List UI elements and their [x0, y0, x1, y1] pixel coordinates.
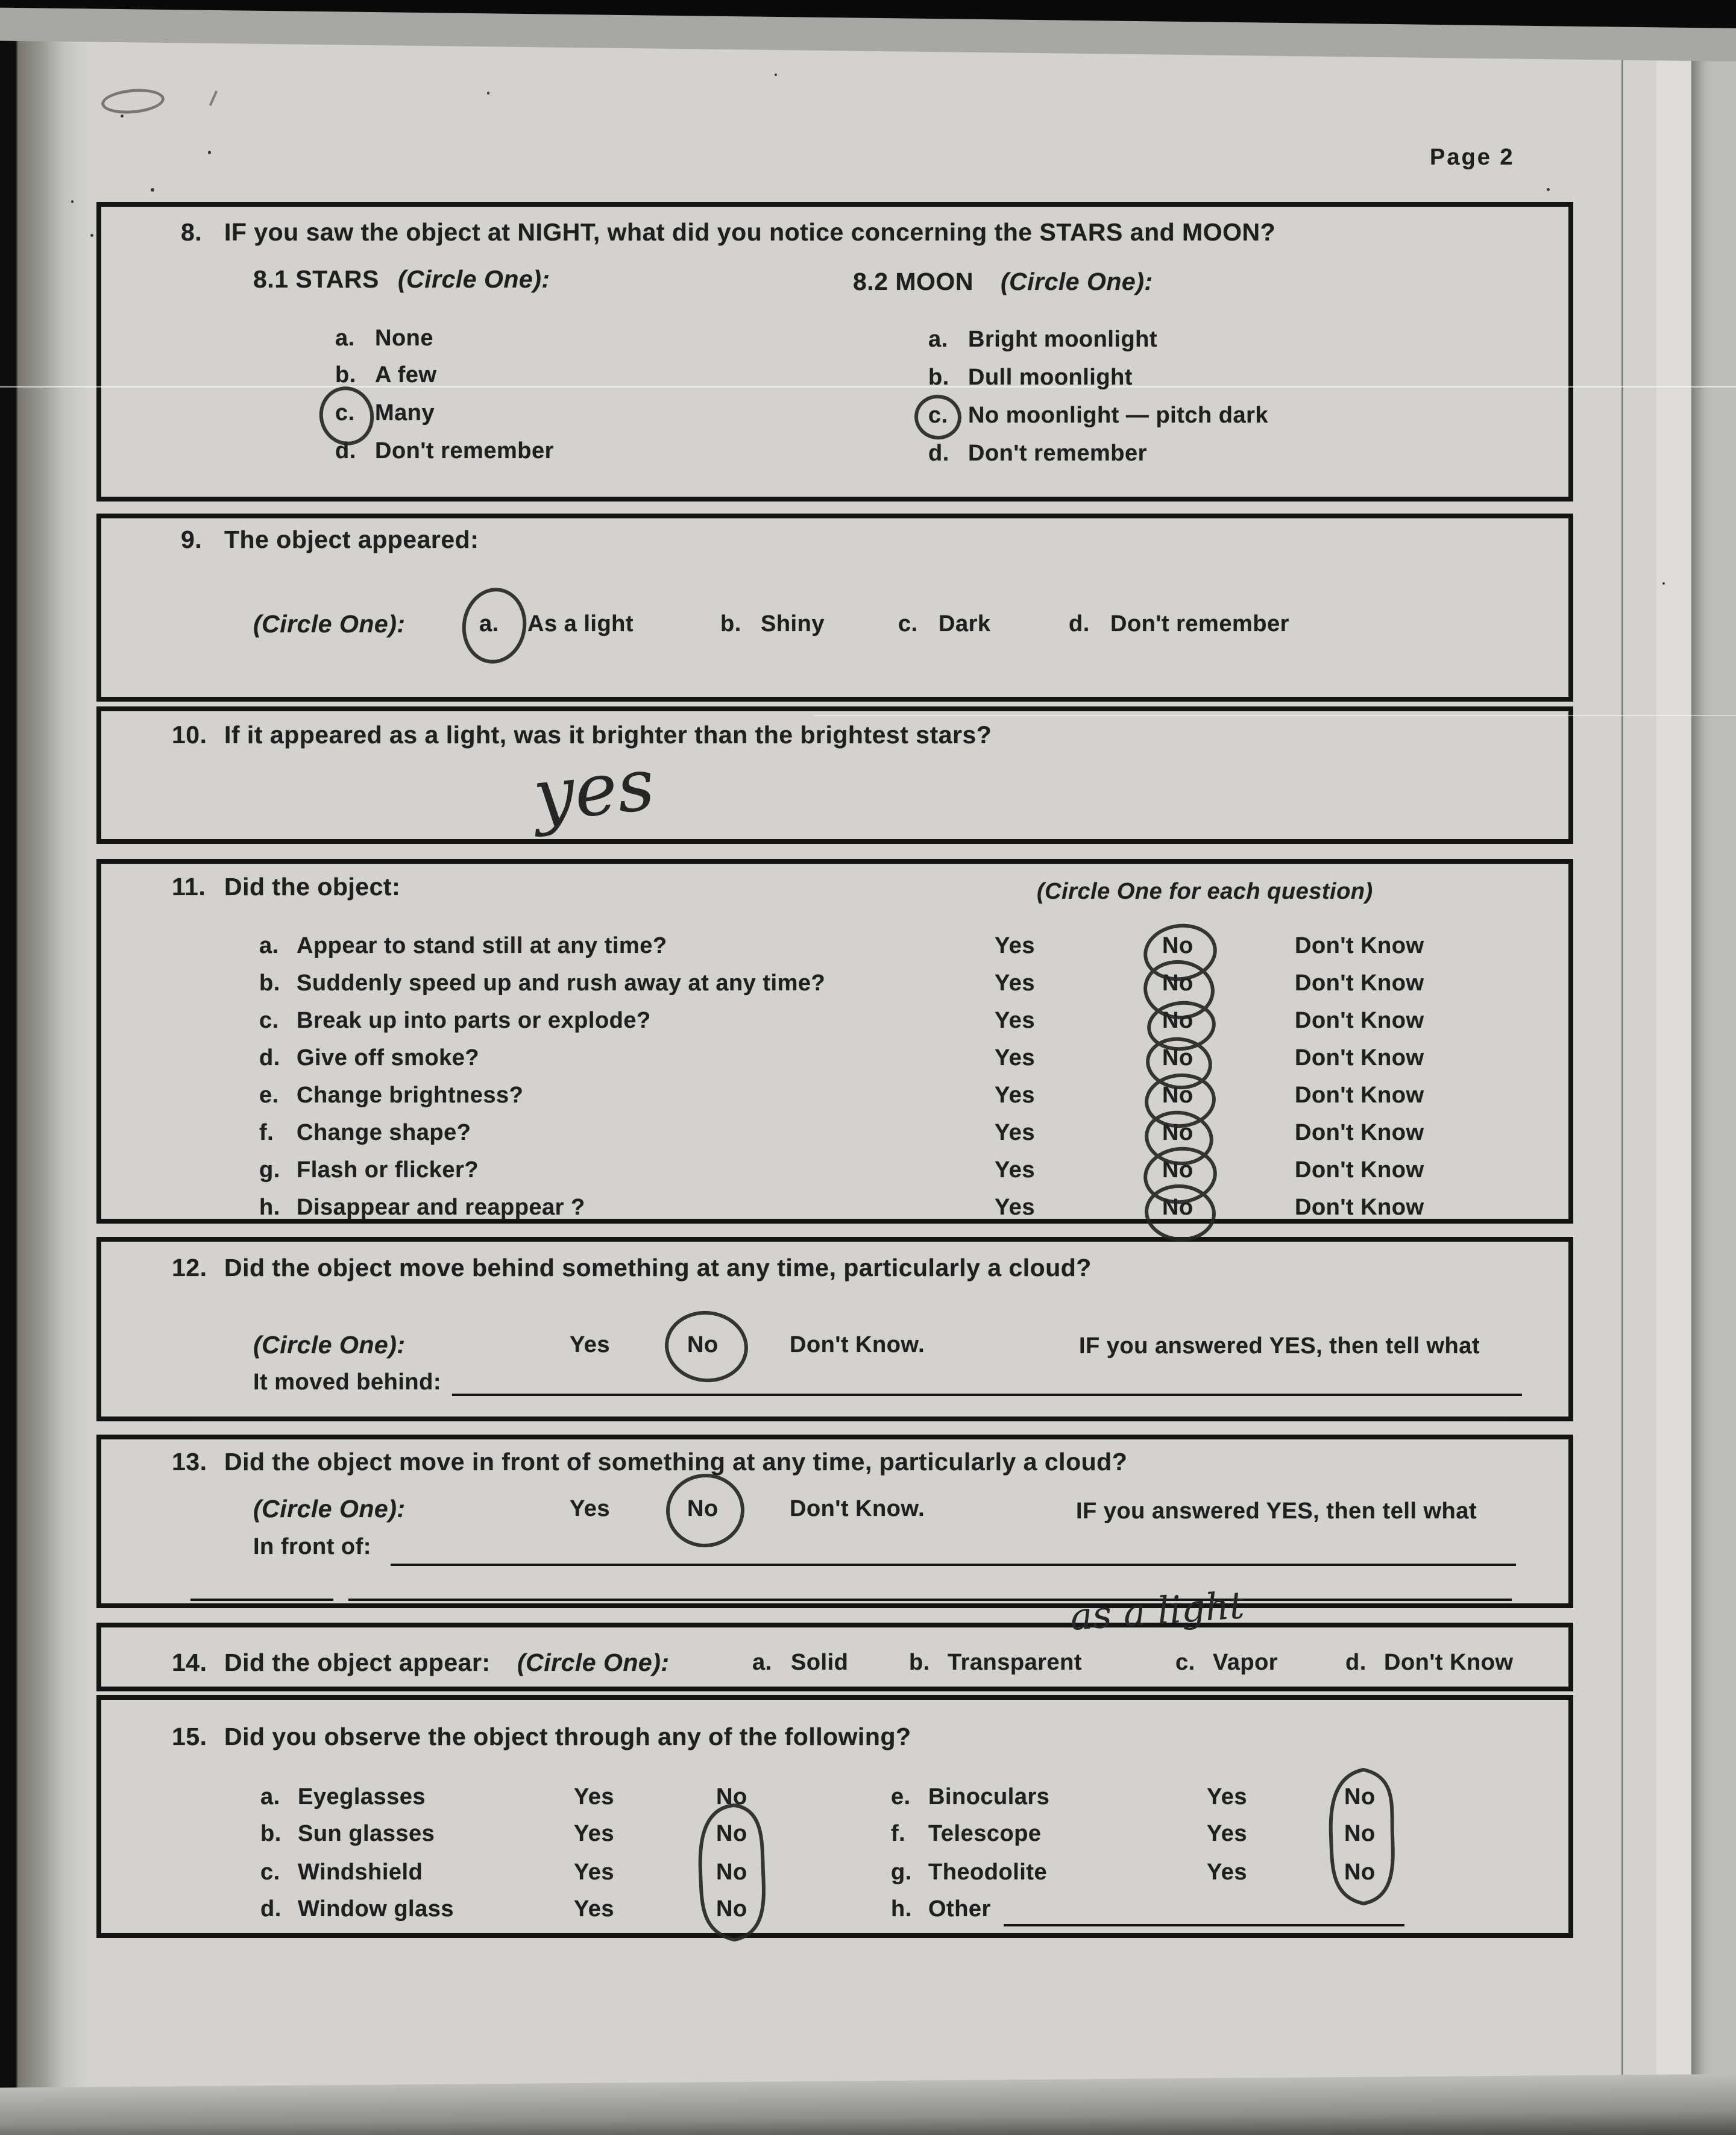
q15-item-label: Binoculars	[928, 1784, 1050, 1810]
q8-moon-option-letter: b.	[928, 365, 949, 390]
q11-item-label: Disappear and reappear ?	[297, 1195, 585, 1220]
q14-text: Did the object appear:	[224, 1649, 491, 1676]
q11-item-no: No	[1162, 1120, 1194, 1145]
q15-text: Did you observe the object through any of the following?	[224, 1723, 911, 1750]
q8-moon-option-letter: a.	[928, 327, 948, 352]
q11-item-label: Appear to stand still at any time?	[297, 933, 667, 958]
q13-dont-know: Don't Know.	[790, 1496, 925, 1521]
q15-item-letter: b.	[260, 1821, 281, 1846]
q14-option-label: Solid	[791, 1650, 849, 1675]
q11-number: 11.	[172, 873, 206, 901]
q14-option-letter: d.	[1345, 1650, 1366, 1675]
q11-item-letter: g.	[259, 1157, 280, 1183]
q11-item-yes: Yes	[995, 1157, 1036, 1183]
paper-fold-shadow	[1691, 0, 1736, 2135]
q14-option-letter: c.	[1175, 1650, 1195, 1675]
scan-speck	[775, 74, 777, 76]
q11-item-dont-know: Don't Know	[1295, 970, 1424, 996]
q8-stars-option-letter: c.	[335, 400, 355, 426]
q15-item-label: Other	[928, 1896, 991, 1922]
q13-yes: Yes	[570, 1496, 611, 1521]
q11-item-dont-know: Don't Know	[1295, 1120, 1424, 1145]
q9-option-letter: b.	[720, 611, 741, 637]
q8-moon-option-letter: c.	[928, 403, 948, 428]
scan-edge-bottom	[0, 2074, 1736, 2135]
q13-number: 13.	[172, 1448, 207, 1476]
q9-option-label: As a light	[527, 611, 634, 637]
q13-answer-blank2	[348, 1599, 1512, 1601]
q11-item-dont-know: Don't Know	[1295, 933, 1424, 958]
q15-item-label: Window glass	[298, 1896, 454, 1922]
q8-moon-option-label: Don't remember	[968, 441, 1147, 466]
q15-item-yes: Yes	[574, 1784, 615, 1810]
q15-item-no: No	[1344, 1821, 1376, 1846]
q15-item-letter: f.	[891, 1821, 906, 1846]
q12-text: Did the object move behind something at any time, particularly a cloud?	[224, 1254, 1092, 1281]
q15-number: 15.	[172, 1723, 207, 1750]
q14-number: 14.	[172, 1649, 207, 1676]
q9-option-label: Dark	[939, 611, 991, 637]
q8-stars-option-letter: d.	[335, 438, 356, 464]
q11-item-label: Change shape?	[297, 1120, 471, 1145]
q14-circle-note: (Circle One):	[517, 1649, 670, 1676]
q11-item-dont-know: Don't Know	[1295, 1045, 1424, 1071]
q12-no: No	[687, 1332, 719, 1357]
q15-item-letter: h.	[891, 1896, 912, 1922]
q12-dont-know: Don't Know.	[790, 1332, 925, 1357]
q8-number: 8.	[181, 218, 203, 246]
q10-number: 10.	[172, 721, 207, 749]
q14-handwritten-answer: as a light	[1068, 1582, 1246, 1640]
q9-option-letter: a.	[479, 611, 499, 637]
q15-item-no: No	[716, 1860, 747, 1885]
q14-option-letter: a.	[752, 1650, 772, 1675]
q8-moon-option-letter: d.	[928, 441, 949, 466]
q8-moon-heading: 8.2 MOON	[853, 268, 973, 295]
q8-stars-option-letter: b.	[335, 362, 356, 388]
q11-item-yes: Yes	[995, 970, 1036, 996]
q13-circle-note: (Circle One):	[253, 1495, 406, 1523]
q14-option-label: Don't Know	[1384, 1650, 1514, 1675]
q15-item-no: No	[716, 1896, 747, 1922]
q13-text: Did the object move in front of something at any time, particularly a cloud?	[224, 1448, 1128, 1476]
q11-item-letter: h.	[259, 1195, 280, 1220]
q11-item-yes: Yes	[995, 1083, 1036, 1108]
q15-item-no: No	[716, 1821, 747, 1846]
page-number-label: Page 2	[1430, 145, 1515, 170]
q11-item-yes: Yes	[995, 933, 1036, 958]
q12-circle-note: (Circle One):	[253, 1331, 406, 1359]
q13-answer-blank	[391, 1564, 1516, 1566]
scan-speck	[1662, 582, 1665, 585]
q9-option-label: Shiny	[761, 611, 825, 637]
q15-item-letter: e.	[891, 1784, 911, 1810]
scan-speck	[71, 200, 74, 203]
q13-no: No	[687, 1496, 719, 1521]
q11-item-no: No	[1162, 970, 1194, 996]
q8-moon-option-label: No moonlight — pitch dark	[968, 403, 1269, 428]
q15-item-yes: Yes	[574, 1860, 615, 1885]
scan-streak	[0, 386, 1736, 388]
q13-followup2: In front of:	[253, 1534, 371, 1559]
scan-speck	[208, 151, 211, 154]
q15-item-letter: c.	[260, 1860, 280, 1885]
pen-tick-mark	[209, 90, 218, 105]
q12-answer-blank	[452, 1394, 1522, 1396]
q8-stars-option-label: A few	[375, 362, 437, 388]
q15-item-label: Windshield	[298, 1860, 423, 1885]
scan-speck	[1547, 188, 1550, 191]
q15-item-no: No	[716, 1784, 747, 1810]
q11-item-no: No	[1162, 1045, 1194, 1071]
scan-speck	[487, 92, 489, 95]
q12-yes: Yes	[570, 1332, 611, 1357]
q9-option-letter: c.	[898, 611, 918, 637]
q15-item-yes: Yes	[574, 1896, 615, 1922]
q11-item-no: No	[1162, 1008, 1194, 1033]
paper-right-margin	[1656, 0, 1693, 2135]
q15-item-letter: a.	[260, 1784, 280, 1810]
q11-item-yes: Yes	[995, 1195, 1036, 1220]
scan-speck	[121, 115, 124, 118]
q15-item-no: No	[1344, 1784, 1376, 1810]
q12-followup: IF you answered YES, then tell what	[1079, 1333, 1480, 1359]
q11-item-label: Break up into parts or explode?	[297, 1008, 651, 1033]
q11-item-no: No	[1162, 1157, 1194, 1183]
q8-moon-circle-note: (Circle One):	[1001, 268, 1153, 295]
q11-item-no: No	[1162, 1083, 1194, 1108]
q14-option-label: Transparent	[948, 1650, 1083, 1675]
q11-item-no: No	[1162, 1195, 1194, 1220]
q8-stars-option-label: Don't remember	[375, 438, 554, 464]
q8-moon-option-label: Dull moonlight	[968, 365, 1133, 390]
q13-followup: IF you answered YES, then tell what	[1076, 1498, 1477, 1524]
q15-item-yes: Yes	[574, 1821, 615, 1846]
q14-option-letter: b.	[909, 1650, 930, 1675]
q11-item-yes: Yes	[995, 1008, 1036, 1033]
q11-item-no: No	[1162, 933, 1194, 958]
q11-item-dont-know: Don't Know	[1295, 1157, 1424, 1183]
q11-item-letter: e.	[259, 1083, 279, 1108]
scan-speck	[90, 234, 93, 237]
q15-item-letter: g.	[891, 1860, 912, 1885]
q12-number: 12.	[172, 1254, 207, 1281]
q9-number: 9.	[181, 526, 203, 553]
scan-streak	[814, 715, 1736, 716]
q9-option-letter: d.	[1069, 611, 1090, 637]
q11-item-yes: Yes	[995, 1120, 1036, 1145]
q15-other-blank	[1004, 1924, 1404, 1926]
section8-box	[96, 202, 1573, 502]
q14-option-label: Vapor	[1213, 1650, 1278, 1675]
q9-option-label: Don't remember	[1110, 611, 1289, 637]
q11-item-label: Give off smoke?	[297, 1045, 480, 1071]
q15-item-label: Theodolite	[928, 1860, 1048, 1885]
q11-item-dont-know: Don't Know	[1295, 1008, 1424, 1033]
q10-text: If it appeared as a light, was it brighter than the brightest stars?	[224, 721, 992, 749]
q11-item-letter: b.	[259, 970, 280, 996]
q12-followup2: It moved behind:	[253, 1369, 441, 1395]
q11-item-yes: Yes	[995, 1045, 1036, 1071]
q15-item-label: Telescope	[928, 1821, 1042, 1846]
q10-handwritten-answer: yes	[529, 742, 659, 839]
q15-item-yes: Yes	[1207, 1784, 1248, 1810]
q15-item-label: Sun glasses	[298, 1821, 435, 1846]
q11-item-dont-know: Don't Know	[1295, 1195, 1424, 1220]
q11-item-label: Change brightness?	[297, 1083, 524, 1108]
q11-item-letter: a.	[259, 933, 279, 958]
q8-stars-option-label: Many	[375, 400, 435, 426]
q8-stars-circle-note: (Circle One):	[398, 265, 550, 293]
scan-speck	[151, 188, 154, 192]
q11-text: Did the object:	[224, 873, 401, 901]
q8-stars-option-letter: a.	[335, 325, 355, 351]
q8-moon-option-label: Bright moonlight	[968, 327, 1158, 352]
q11-item-letter: d.	[259, 1045, 280, 1071]
q8-stars-heading: 8.1 STARS	[253, 265, 379, 293]
q11-item-label: Suddenly speed up and rush away at any time?	[297, 970, 826, 996]
q9-text: The object appeared:	[224, 526, 479, 553]
q13-answer-blank2	[190, 1599, 333, 1601]
scan-edge-left	[0, 0, 90, 2135]
q11-item-letter: c.	[259, 1008, 279, 1033]
q11-item-letter: f.	[259, 1120, 274, 1145]
scan-crease-line	[1621, 33, 1623, 2077]
pen-scribble-mark	[100, 87, 165, 116]
q12-answer-blank2	[190, 1417, 1512, 1419]
q15-item-letter: d.	[260, 1896, 281, 1922]
q15-item-yes: Yes	[1207, 1821, 1248, 1846]
q15-item-no: No	[1344, 1860, 1376, 1885]
q8-stars-option-label: None	[375, 325, 433, 351]
q15-item-yes: Yes	[1207, 1860, 1248, 1885]
q11-item-dont-know: Don't Know	[1295, 1083, 1424, 1108]
q9-circle-note: (Circle One):	[253, 610, 406, 638]
q8-text: IF you saw the object at NIGHT, what did you notice concerning the STARS and MOON?	[224, 218, 1276, 246]
q11-circle-note: (Circle One for each question)	[1037, 879, 1373, 904]
q15-item-label: Eyeglasses	[298, 1784, 426, 1810]
q11-item-label: Flash or flicker?	[297, 1157, 479, 1183]
